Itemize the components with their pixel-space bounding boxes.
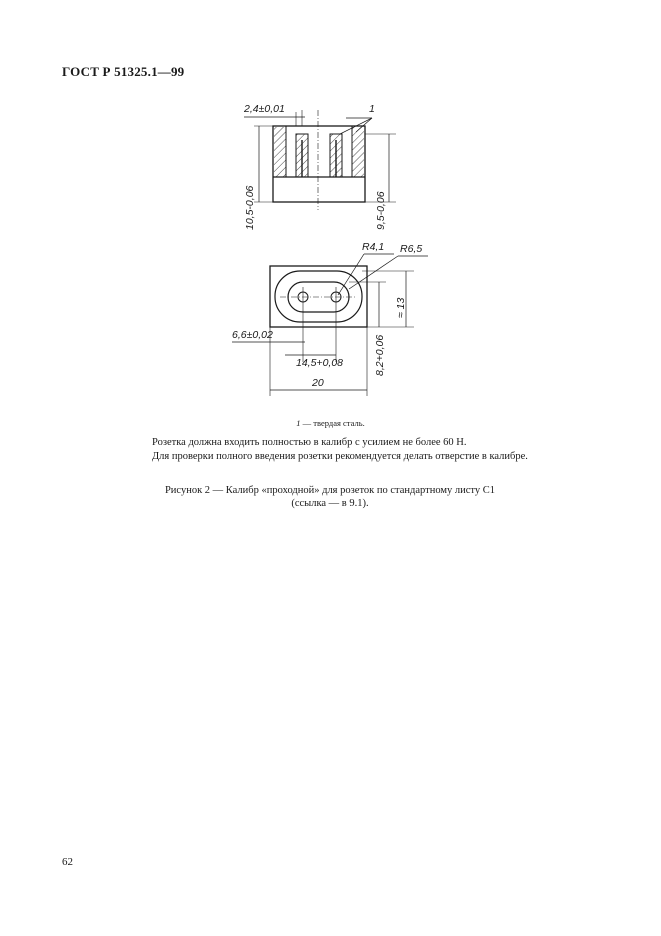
figure-legend [0,418,661,428]
dim-depth: 8,2+0,06 [374,334,386,376]
section-view [244,110,396,210]
radius-large: R6,5 [400,243,423,255]
legend-number: 1 [296,418,301,428]
caption-line-1: Рисунок 2 — Калибр «проходной» для розеток по стандартному листу С1 [164,485,496,496]
radius-small: R4,1 [362,241,385,253]
dim-pin-spacing: 14,5+0,08 [296,357,344,369]
paragraph-2: Для проверки полного введения розетки рекомендуется делать отверстие в калибре. [152,451,528,462]
paragraph-1: Розетка должна входить полностью в калибр с усилием не более 60 Н. [152,437,467,448]
dim-thickness: 2,4±0,01 [244,103,285,115]
dim-height-left: 10,5-0,06 [244,185,256,230]
dim-overall: 20 [312,377,324,389]
figure-caption [120,484,540,510]
caption-line-2: (ссылка — в 9.1). [291,498,369,509]
page-number: 62 [62,856,73,868]
dim-height-right: 9,5-0,06 [375,191,387,230]
dim-width-right: ≈ 13 [395,297,407,318]
plan-view [232,254,428,396]
callout-number: 1 [369,103,375,115]
legend-text: — твердая сталь. [300,418,365,428]
document-header: ГОСТ Р 51325.1—99 [62,64,185,79]
dim-pin-diameter: 6,6±0,02 [232,329,273,341]
